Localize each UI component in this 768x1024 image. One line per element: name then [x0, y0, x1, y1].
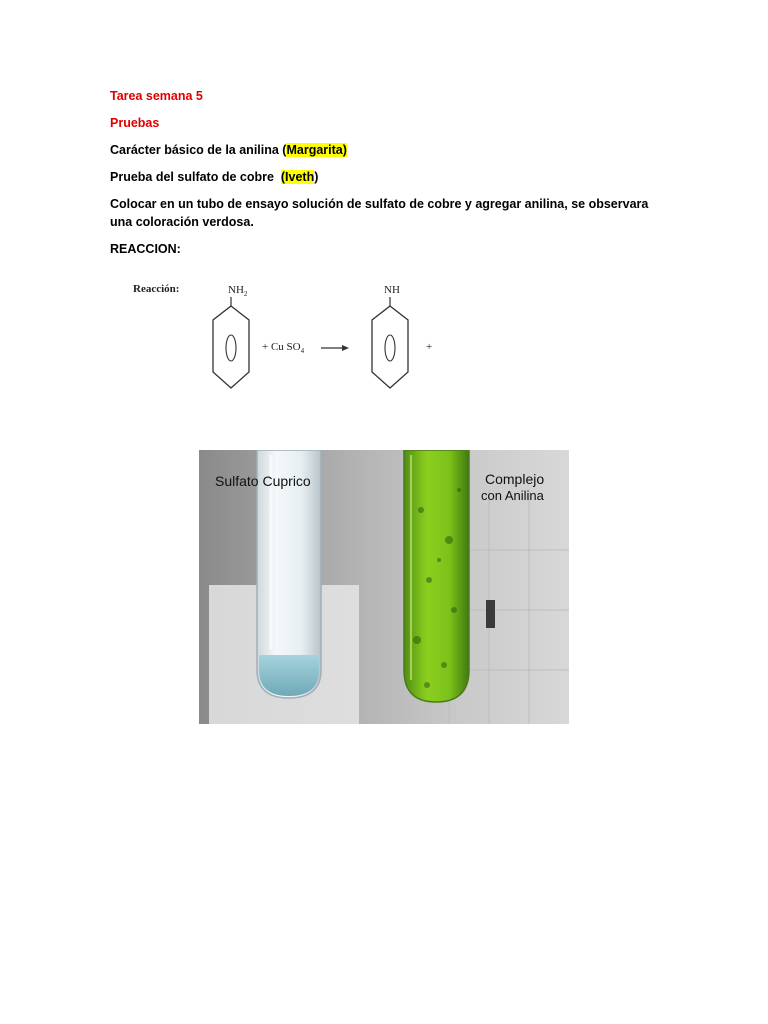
- right-test-tube: [404, 450, 469, 702]
- document-subtitle: Pruebas: [110, 116, 160, 130]
- product-benzene-ring: [372, 306, 408, 388]
- line2-text: Prueba del sulfato de cobre: [110, 170, 281, 184]
- reactant-aromatic-circle: [226, 335, 236, 361]
- line1-text: Carácter básico de la anilina (: [110, 143, 287, 157]
- reagent-label: + Cu $SO_4$: [262, 341, 305, 355]
- line1-highlight: Margarita): [286, 143, 347, 157]
- label-sulfato-cuprico: Sulfato Cuprico: [215, 473, 311, 489]
- reactant-group-label: $NH_2$: [228, 284, 248, 298]
- procedure-paragraph: Colocar en un tubo de ensayo solución de sulfato de cobre y agregar anilina, se observara una coloración verdosa.: [110, 197, 649, 229]
- label-con-anilina: con Anilina: [481, 488, 544, 503]
- line-prueba-sulfato: [110, 168, 318, 186]
- product-group-label: NH: [384, 284, 400, 296]
- arrow-head-icon: [342, 345, 349, 351]
- product-aromatic-circle: [385, 335, 395, 361]
- label-complejo: Complejo: [485, 471, 545, 487]
- reactant-benzene-ring: [213, 306, 249, 388]
- test-tube-photo: [199, 450, 569, 724]
- line2-highlight: (Iveth: [280, 170, 315, 184]
- reaction-heading: REACCION:: [110, 242, 181, 256]
- wall-switch: [486, 600, 495, 628]
- line2-tail: ): [314, 170, 319, 184]
- reaction-scheme: [128, 276, 468, 398]
- product-plus: +: [426, 341, 433, 353]
- blue-solution: [259, 655, 319, 696]
- reaction-label: Reacción:: [133, 283, 180, 295]
- line-caracter-basico: [110, 141, 347, 159]
- document-title: Tarea semana 5: [110, 89, 203, 103]
